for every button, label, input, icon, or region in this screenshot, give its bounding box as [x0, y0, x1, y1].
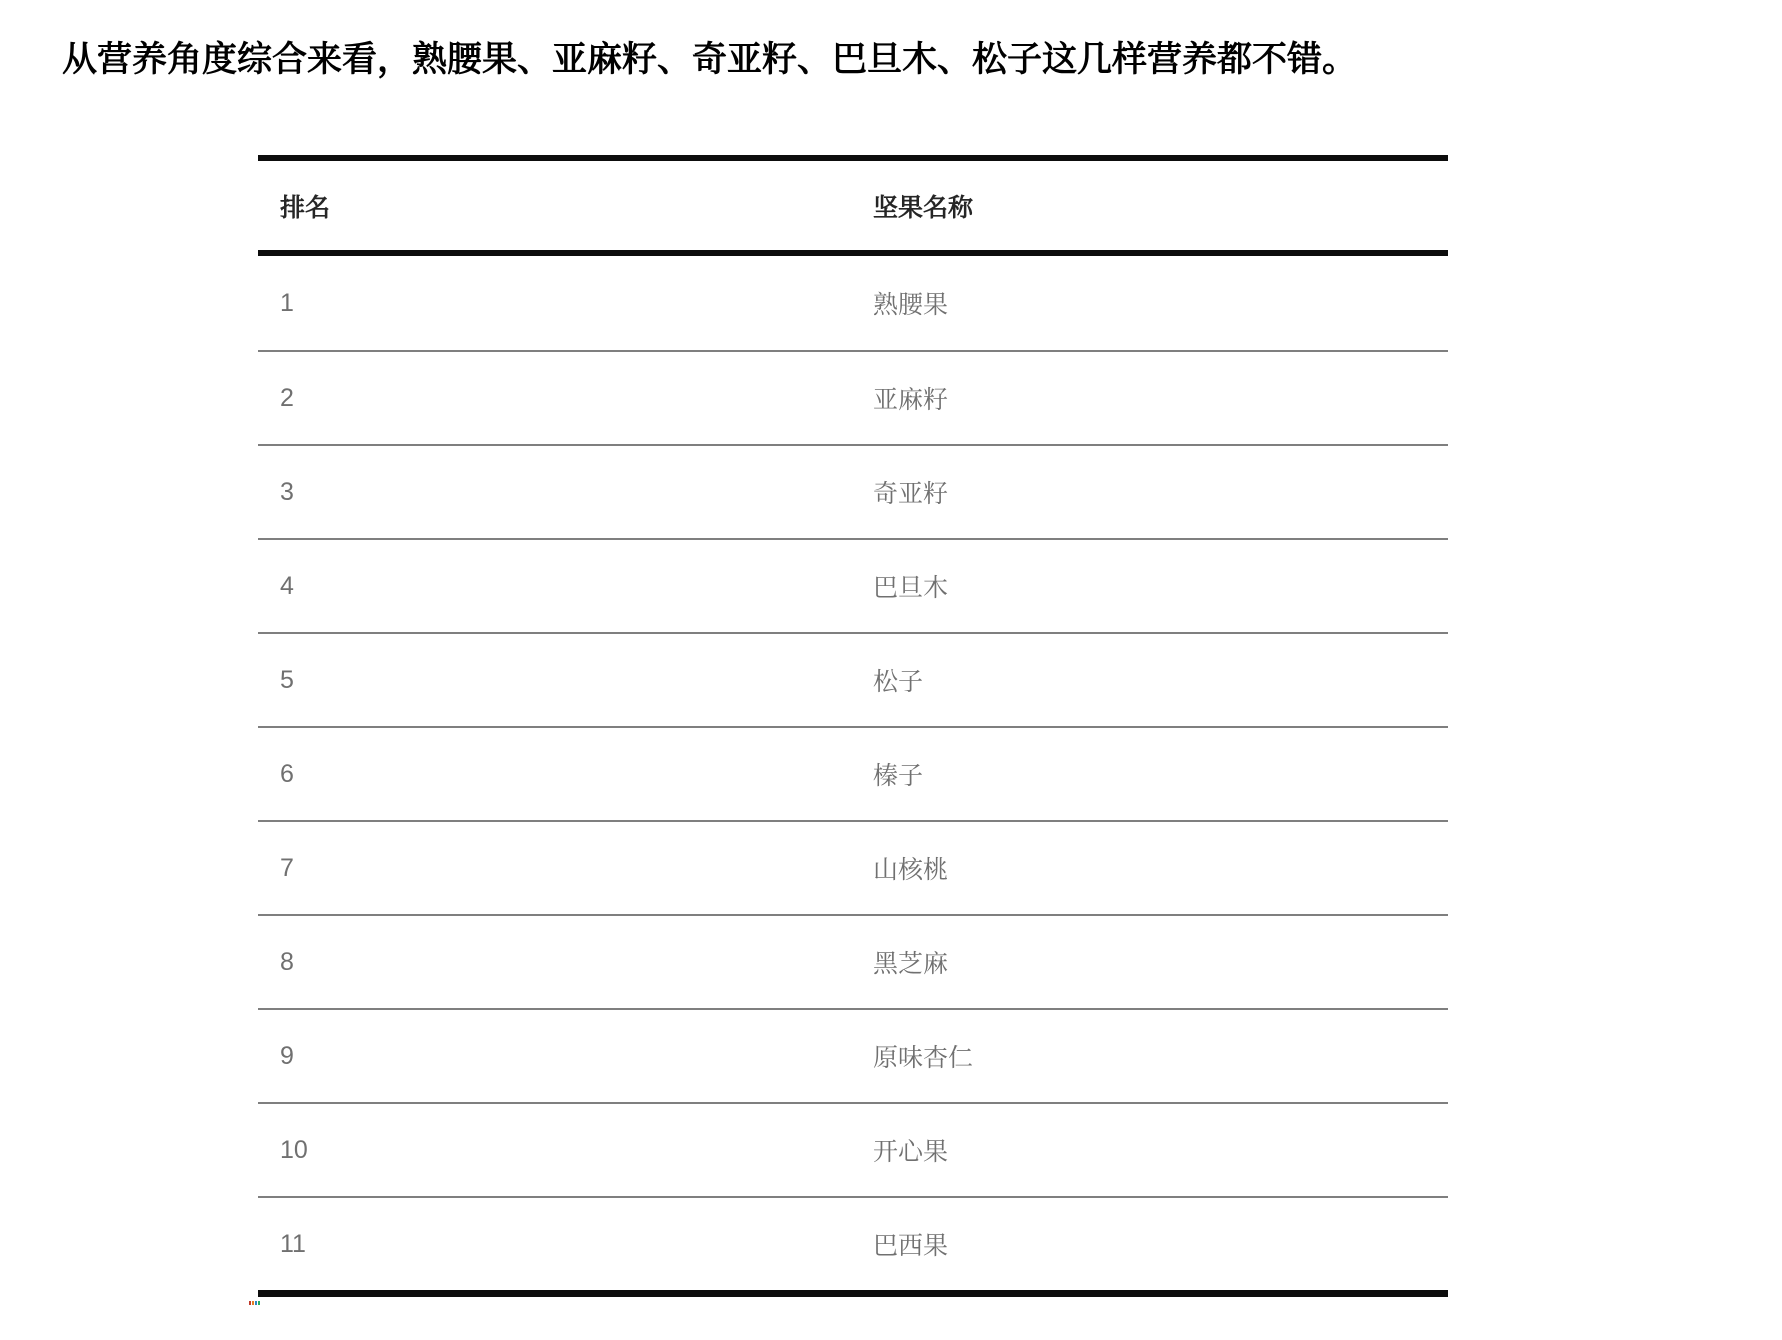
nut-name-cell: 开心果: [873, 1138, 949, 1166]
rank-cell: 1: [280, 288, 294, 317]
artifact-mark: [249, 1301, 261, 1305]
nut-name-cell: 原味杏仁: [873, 1044, 974, 1072]
nut-name-cell: 熟腰果: [873, 291, 949, 319]
rank-cell: 6: [280, 759, 294, 788]
table-row: [258, 350, 1448, 444]
rank-cell: 2: [280, 383, 294, 412]
rank-cell: 5: [280, 665, 294, 694]
table-row: [258, 538, 1448, 632]
table-body: [258, 256, 1448, 1290]
artifact-pixel: [252, 1301, 254, 1305]
nut-name-cell: 松子: [873, 668, 924, 696]
nut-name-cell: 巴旦木: [873, 574, 949, 602]
table-row: [258, 1008, 1448, 1102]
rank-cell: 3: [280, 477, 294, 506]
rank-cell: 8: [280, 947, 294, 976]
nut-name-cell: 黑芝麻: [873, 950, 949, 978]
table-row: [258, 256, 1448, 350]
intro-text: 从营养角度综合来看，熟腰果、亚麻籽、奇亚籽、巴旦木、松子这几样营养都不错。: [62, 40, 1358, 79]
artifact-pixel: [258, 1301, 260, 1305]
table-row: [258, 914, 1448, 1008]
table-row: [258, 1196, 1448, 1290]
rank-cell: 11: [280, 1229, 306, 1258]
table-row: [258, 1102, 1448, 1196]
rank-cell: 9: [280, 1041, 294, 1070]
table-row: [258, 820, 1448, 914]
table-header-row: [258, 161, 1448, 256]
table-row: [258, 632, 1448, 726]
column-header-rank: 排名: [280, 193, 331, 222]
nut-ranking-table: [258, 155, 1448, 1297]
nut-name-cell: 山核桃: [873, 856, 949, 884]
artifact-pixel: [249, 1301, 251, 1305]
column-header-nut-name: 坚果名称: [873, 193, 974, 222]
rank-cell: 4: [280, 571, 294, 600]
table-row: [258, 444, 1448, 538]
rank-cell: 7: [280, 853, 294, 882]
rank-cell: 10: [280, 1135, 308, 1164]
artifact-pixel: [255, 1301, 257, 1305]
nut-name-cell: 奇亚籽: [873, 480, 949, 508]
table-row: [258, 726, 1448, 820]
nut-name-cell: 巴西果: [873, 1232, 949, 1260]
nut-name-cell: 榛子: [873, 762, 924, 790]
nut-name-cell: 亚麻籽: [873, 386, 949, 414]
